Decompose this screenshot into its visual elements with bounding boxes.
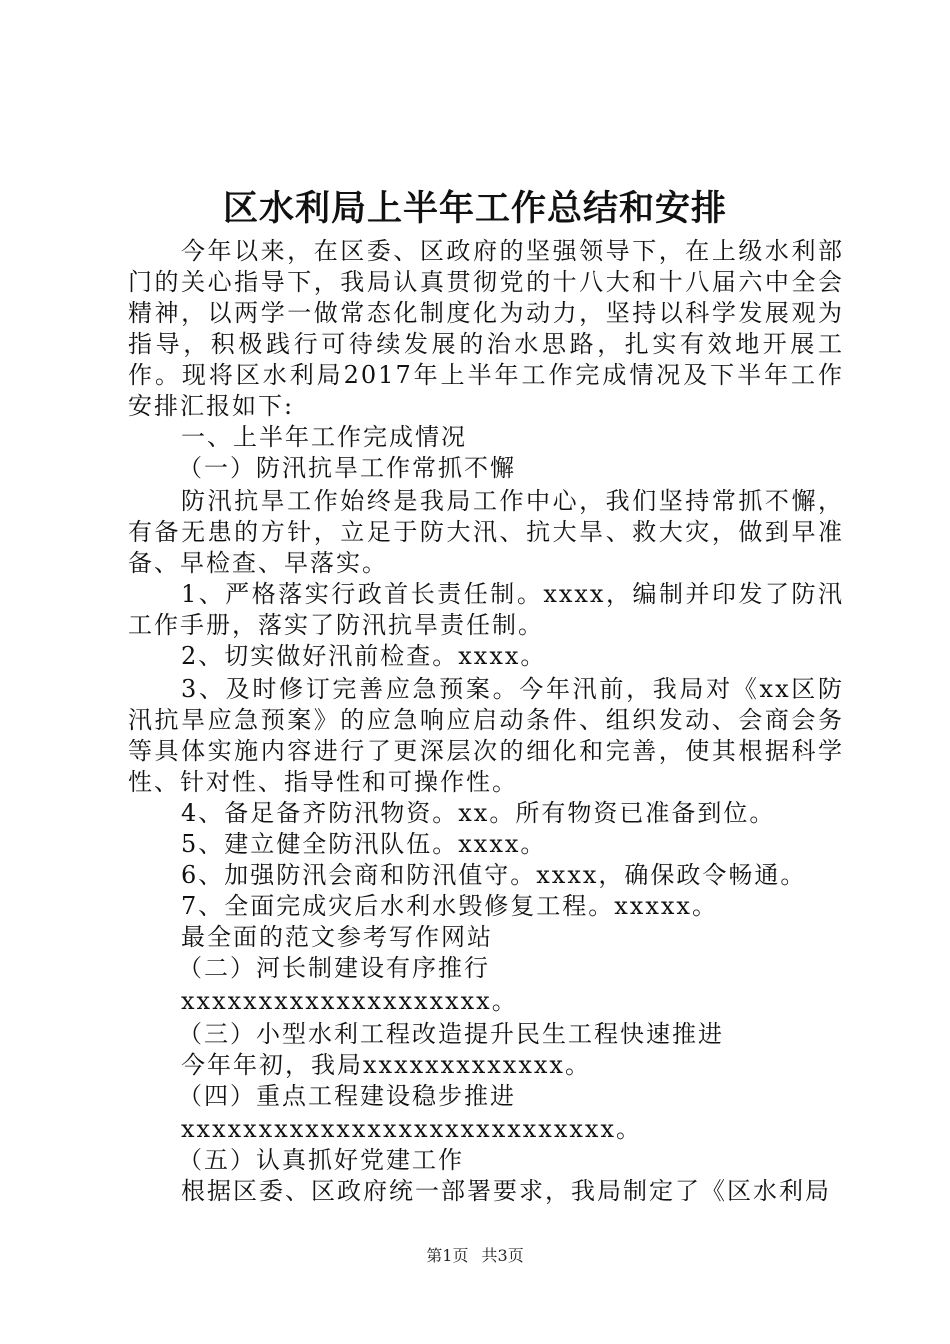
list-item-1: 1、严格落实行政首长责任制。xxxx，编制并印发了防汛工作手册，落实了防汛抗旱责任制。 [128,580,844,639]
document-body [128,236,844,1207]
body-paragraph: 防汛抗旱工作始终是我局工作中心，我们坚持常抓不懈，有备无患的方针，立足于防大汛、抗大旱、救大灾，做到早准备、早检查、早落实。 [128,487,844,577]
list-item-6: 6、加强防汛会商和防汛值守。xxxx，确保政令畅通。 [181,861,807,889]
subsection-heading-3: （三）小型水利工程改造提升民生工程快速推进 [178,1020,724,1048]
page-footer [0,1245,950,1267]
subsection-heading-2: （二）河长制建设有序推行 [178,954,490,982]
list-item-4: 4、备足备齐防汛物资。xx。所有物资已准备到位。 [181,799,776,827]
page-number: 第1页 [426,1246,469,1265]
list-item-5: 5、建立健全防汛队伍。xxxx。 [181,830,547,858]
body-paragraph: 今年年初，我局xxxxxxxxxxxxx。 [181,1051,591,1079]
list-item-3: 3、及时修订完善应急预案。今年汛前，我局对《xx区防汛抗旱应急预案》的应急响应启动条件、组织发动、会商会务等具体实施内容进行了更深层次的细化和完善，使其根据科学性、针对性、指导性和可操作性。 [128,675,844,796]
watermark-text: 最全面的范文参考写作网站 [181,923,493,951]
body-paragraph: xxxxxxxxxxxxxxxxxxxx。 [181,987,518,1015]
body-paragraph: 根据区委、区政府统一部署要求，我局制定了《区水利局 [181,1177,831,1205]
list-item-7: 7、全面完成灾后水利水毁修复工程。xxxxx。 [181,892,718,920]
page-total: 共3页 [481,1246,524,1265]
subsection-heading-5: （五）认真抓好党建工作 [178,1146,464,1174]
section-heading-1: 一、上半年工作完成情况 [181,423,467,451]
subsection-heading-4: （四）重点工程建设稳步推进 [178,1082,516,1110]
document-title: 区水利局上半年工作总结和安排 [222,188,727,229]
subsection-heading-1: （一）防汛抗旱工作常抓不懈 [178,454,516,482]
intro-paragraph: 今年以来，在区委、区政府的坚强领导下，在上级水利部门的关心指导下，我局认真贯彻党的十八大和十八届六中全会精神，以两学一做常态化制度化为动力，坚持以科学发展观为指导，积极践行可待续发展的治水思路，扎实有效地开展工作。现将区水利局2017年上半年工作完成情况及下半年工作安排汇报如下: [128,237,844,420]
body-paragraph: xxxxxxxxxxxxxxxxxxxxxxxxxxxx。 [181,1115,642,1143]
list-item-2: 2、切实做好汛前检查。xxxx。 [181,642,547,670]
